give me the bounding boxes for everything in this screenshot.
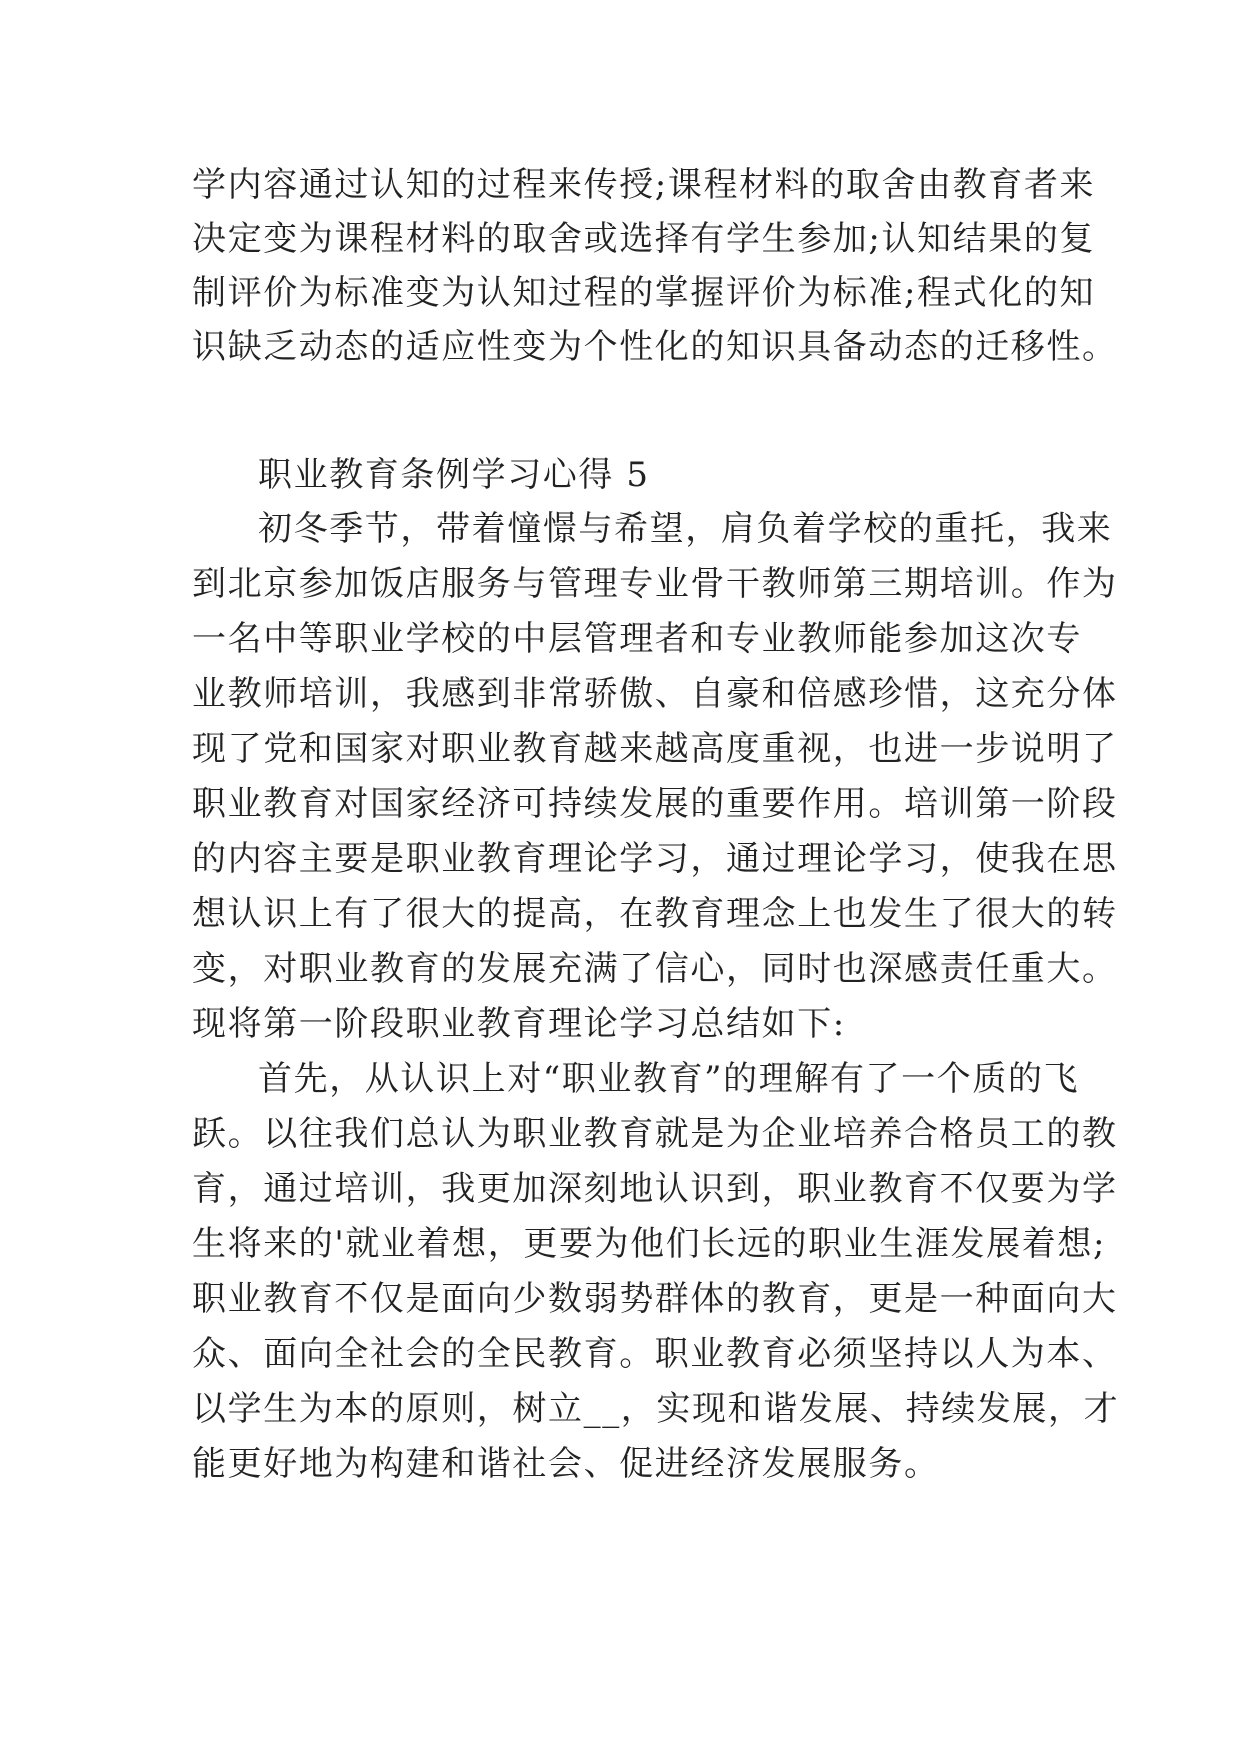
paragraph-2-line-6: 职业教育对国家经济可持续发展的重要作用。培训第一阶段	[192, 784, 1118, 824]
paragraph-3-line-8: 能更好地为构建和谐社会、促进经济发展服务。	[192, 1444, 940, 1484]
paragraph-3-line-3: 育，通过培训，我更加深刻地认识到，职业教育不仅要为学	[192, 1169, 1118, 1209]
section-heading: 职业教育条例学习心得 5	[258, 455, 650, 495]
paragraph-2-line-3: 一名中等职业学校的中层管理者和专业教师能参加这次专	[192, 619, 1082, 659]
paragraph-1-line-3: 制评价为标准变为认知过程的掌握评价为标准;程式化的知	[192, 273, 1096, 313]
paragraph-3-line-5: 职业教育不仅是面向少数弱势群体的教育，更是一种面向大	[192, 1279, 1118, 1319]
paragraph-2-line-8: 想认识上有了很大的提高，在教育理念上也发生了很大的转	[192, 894, 1118, 934]
paragraph-2-line-10: 现将第一阶段职业教育理论学习总结如下:	[192, 1004, 846, 1044]
paragraph-1-line-1: 学内容通过认知的过程来传授;课程材料的取舍由教育者来	[192, 165, 1096, 205]
paragraph-3-line-4: 生将来的'就业着想，更要为他们长远的职业生涯发展着想;	[192, 1224, 1106, 1264]
paragraph-2-line-5: 现了党和国家对职业教育越来越高度重视，也进一步说明了	[192, 729, 1118, 769]
paragraph-1-line-4: 识缺乏动态的适应性变为个性化的知识具备动态的迁移性。	[192, 327, 1118, 367]
paragraph-2-line-1: 初冬季节，带着憧憬与希望，肩负着学校的重托，我来	[258, 509, 1113, 549]
paragraph-3-line-2: 跃。以往我们总认为职业教育就是为企业培养合格员工的教	[192, 1114, 1118, 1154]
paragraph-3-line-1: 首先，从认识上对“职业教育”的理解有了一个质的飞	[258, 1059, 1080, 1099]
paragraph-2-line-4: 业教师培训，我感到非常骄傲、自豪和倍感珍惜，这充分体	[192, 674, 1118, 714]
paragraph-3-line-6: 众、面向全社会的全民教育。职业教育必须坚持以人为本、	[192, 1334, 1118, 1374]
paragraph-1-line-2: 决定变为课程材料的取舍或选择有学生参加;认知结果的复	[192, 219, 1096, 259]
paragraph-3-line-7: 以学生为本的原则，树立__，实现和谐发展、持续发展，才	[192, 1389, 1120, 1429]
paragraph-2-line-2: 到北京参加饭店服务与管理专业骨干教师第三期培训。作为	[192, 564, 1118, 604]
paragraph-2-line-9: 变，对职业教育的发展充满了信心，同时也深感责任重大。	[192, 949, 1118, 989]
paragraph-2-line-7: 的内容主要是职业教育理论学习，通过理论学习，使我在思	[192, 839, 1118, 879]
